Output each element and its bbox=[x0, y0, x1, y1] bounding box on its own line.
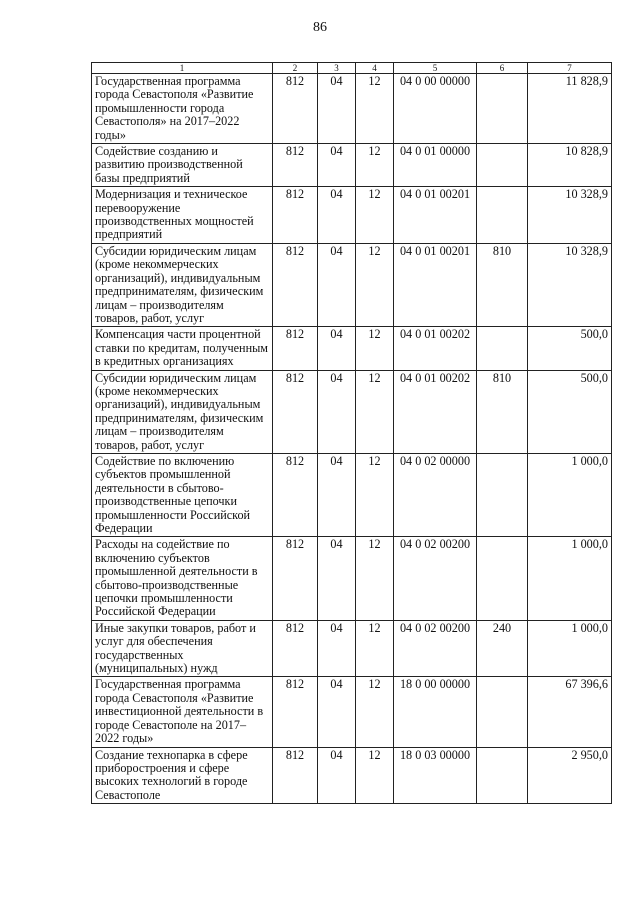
row-section-cell: 04 bbox=[318, 144, 356, 187]
header-col-4: 4 bbox=[356, 63, 394, 74]
row-name-cell: Создание технопарка в сфере приборостроения и сфере высоких технологий в городе Севастополе bbox=[92, 747, 273, 804]
row-type-cell bbox=[477, 537, 528, 620]
row-subsection-cell: 12 bbox=[356, 537, 394, 620]
row-code-cell: 812 bbox=[273, 677, 318, 747]
row-target-cell: 04 0 01 00000 bbox=[394, 144, 477, 187]
table-row bbox=[92, 747, 612, 804]
table-row bbox=[92, 370, 612, 453]
row-type-cell bbox=[477, 144, 528, 187]
row-target-cell: 18 0 00 00000 bbox=[394, 677, 477, 747]
row-name-cell: Содействие созданию и развитию производственной базы предприятий bbox=[92, 144, 273, 187]
row-type-cell bbox=[477, 74, 528, 144]
row-subsection-cell: 12 bbox=[356, 243, 394, 326]
row-name-cell: Государственная программа города Севастополя «Развитие промышленности города Севастополя» на 2017–2022 годы» bbox=[92, 74, 273, 144]
row-subsection-cell: 12 bbox=[356, 620, 394, 677]
row-code-cell: 812 bbox=[273, 187, 318, 244]
row-code-cell: 812 bbox=[273, 370, 318, 453]
row-code-cell: 812 bbox=[273, 747, 318, 804]
table-row bbox=[92, 677, 612, 747]
row-code-cell: 812 bbox=[273, 144, 318, 187]
row-code-cell: 812 bbox=[273, 327, 318, 370]
header-col-1: 1 bbox=[92, 63, 273, 74]
row-section-cell: 04 bbox=[318, 187, 356, 244]
table-row bbox=[92, 620, 612, 677]
row-target-cell: 18 0 03 00000 bbox=[394, 747, 477, 804]
row-section-cell: 04 bbox=[318, 620, 356, 677]
row-type-cell: 810 bbox=[477, 243, 528, 326]
row-target-cell: 04 0 01 00202 bbox=[394, 327, 477, 370]
row-target-cell: 04 0 00 00000 bbox=[394, 74, 477, 144]
row-type-cell bbox=[477, 327, 528, 370]
table-row bbox=[92, 327, 612, 370]
row-type-cell bbox=[477, 677, 528, 747]
row-subsection-cell: 12 bbox=[356, 747, 394, 804]
header-col-3: 3 bbox=[318, 63, 356, 74]
row-section-cell: 04 bbox=[318, 677, 356, 747]
row-subsection-cell: 12 bbox=[356, 327, 394, 370]
row-amount-cell: 67 396,6 bbox=[528, 677, 612, 747]
row-amount-cell: 1 000,0 bbox=[528, 620, 612, 677]
row-name-cell: Компенсация части процентной ставки по кредитам, полученным в кредитных организациях bbox=[92, 327, 273, 370]
header-row bbox=[92, 63, 612, 74]
row-section-cell: 04 bbox=[318, 370, 356, 453]
row-subsection-cell: 12 bbox=[356, 677, 394, 747]
row-code-cell: 812 bbox=[273, 243, 318, 326]
row-name-cell: Расходы на содействие по включению субъектов промышленной деятельности в сбытово-производственные цепочки промышленности Российской Федерации bbox=[92, 537, 273, 620]
header-col-6: 6 bbox=[477, 63, 528, 74]
row-target-cell: 04 0 02 00000 bbox=[394, 453, 477, 536]
row-amount-cell: 11 828,9 bbox=[528, 74, 612, 144]
row-type-cell: 810 bbox=[477, 370, 528, 453]
table-row bbox=[92, 187, 612, 244]
row-section-cell: 04 bbox=[318, 74, 356, 144]
row-target-cell: 04 0 01 00201 bbox=[394, 243, 477, 326]
row-section-cell: 04 bbox=[318, 747, 356, 804]
header-col-5: 5 bbox=[394, 63, 477, 74]
row-type-cell: 240 bbox=[477, 620, 528, 677]
row-type-cell bbox=[477, 747, 528, 804]
row-type-cell bbox=[477, 453, 528, 536]
row-amount-cell: 2 950,0 bbox=[528, 747, 612, 804]
row-code-cell: 812 bbox=[273, 74, 318, 144]
row-amount-cell: 500,0 bbox=[528, 370, 612, 453]
row-amount-cell: 1 000,0 bbox=[528, 453, 612, 536]
budget-table bbox=[91, 62, 612, 804]
table-row bbox=[92, 243, 612, 326]
row-target-cell: 04 0 02 00200 bbox=[394, 620, 477, 677]
header-col-7: 7 bbox=[528, 63, 612, 74]
row-section-cell: 04 bbox=[318, 453, 356, 536]
row-target-cell: 04 0 01 00201 bbox=[394, 187, 477, 244]
row-code-cell: 812 bbox=[273, 453, 318, 536]
row-target-cell: 04 0 02 00200 bbox=[394, 537, 477, 620]
row-type-cell bbox=[477, 187, 528, 244]
page-number: 86 bbox=[313, 20, 327, 35]
row-code-cell: 812 bbox=[273, 537, 318, 620]
row-name-cell: Субсидии юридическим лицам (кроме некоммерческих организаций), индивидуальным предпринимателям, физическим лицам – производителям товаров, работ, услуг bbox=[92, 243, 273, 326]
table-row bbox=[92, 537, 612, 620]
row-amount-cell: 10 328,9 bbox=[528, 187, 612, 244]
row-section-cell: 04 bbox=[318, 537, 356, 620]
table-row bbox=[92, 74, 612, 144]
row-subsection-cell: 12 bbox=[356, 144, 394, 187]
table-row bbox=[92, 144, 612, 187]
row-section-cell: 04 bbox=[318, 327, 356, 370]
row-amount-cell: 10 328,9 bbox=[528, 243, 612, 326]
row-name-cell: Модернизация и техническое перевооружение производственных мощностей предприятий bbox=[92, 187, 273, 244]
table-row bbox=[92, 453, 612, 536]
header-col-2: 2 bbox=[273, 63, 318, 74]
row-name-cell: Государственная программа города Севастополя «Развитие инвестиционной деятельности в городе Севастополе на 2017–2022 годы» bbox=[92, 677, 273, 747]
row-name-cell: Содействие по включению субъектов промышленной деятельности в сбытово-производственные цепочки промышленности Российской Федерации bbox=[92, 453, 273, 536]
row-amount-cell: 500,0 bbox=[528, 327, 612, 370]
row-target-cell: 04 0 01 00202 bbox=[394, 370, 477, 453]
row-amount-cell: 10 828,9 bbox=[528, 144, 612, 187]
row-subsection-cell: 12 bbox=[356, 74, 394, 144]
row-subsection-cell: 12 bbox=[356, 453, 394, 536]
row-name-cell: Субсидии юридическим лицам (кроме некоммерческих организаций), индивидуальным предпринимателям, физическим лицам – производителям товаров, работ, услуг bbox=[92, 370, 273, 453]
row-name-cell: Иные закупки товаров, работ и услуг для обеспечения государственных (муниципальных) нужд bbox=[92, 620, 273, 677]
row-subsection-cell: 12 bbox=[356, 187, 394, 244]
row-section-cell: 04 bbox=[318, 243, 356, 326]
row-code-cell: 812 bbox=[273, 620, 318, 677]
row-amount-cell: 1 000,0 bbox=[528, 537, 612, 620]
row-subsection-cell: 12 bbox=[356, 370, 394, 453]
